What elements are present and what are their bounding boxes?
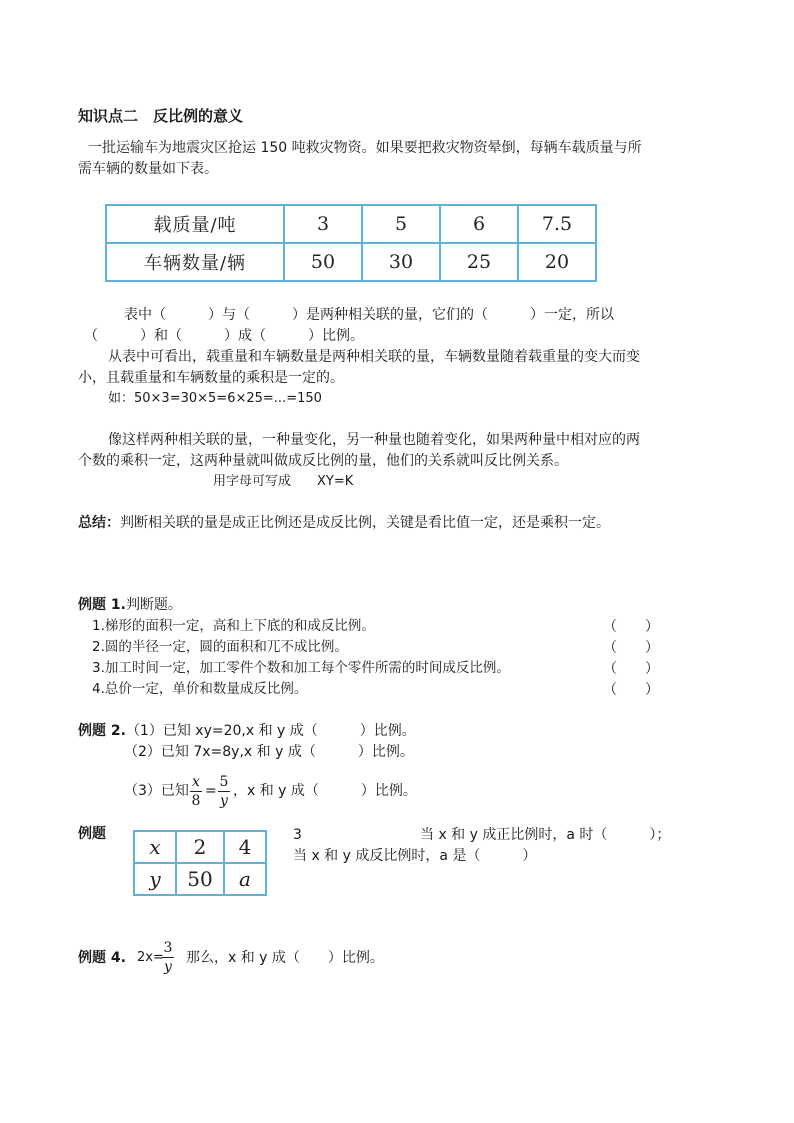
table-cell: 25	[440, 243, 518, 281]
explain-line-1: 从表中可看出，载重量和车辆数量是两种相关联的量，车辆数量随着载重量的变大而变	[108, 349, 640, 365]
table-row	[106, 243, 596, 281]
fraction-3-over-y	[162, 941, 174, 974]
answer-bracket[interactable]: （ ）	[603, 682, 659, 698]
table-header-cell: 车辆数量/辆	[106, 243, 284, 281]
load-vehicle-table	[105, 204, 597, 282]
intro-line-2: 需车辆的数量如下表。	[78, 161, 218, 177]
fraction-numerator: 5	[219, 774, 229, 790]
fraction-numerator: x	[192, 774, 200, 790]
example-2-question-2: （2）已知 7x=8y,x 和 y 成（ ）比例。	[124, 744, 414, 760]
example-4-post: 那么，x 和 y 成（ ）比例。	[186, 950, 384, 966]
explain-line-2: 小，且载重量和车辆数量的乘积是一定的。	[78, 370, 344, 386]
xy-table	[133, 830, 267, 896]
equals-sign: =	[205, 783, 217, 799]
table-cell: 5	[362, 205, 440, 243]
fraction-denominator: y	[220, 793, 228, 809]
example-3-question-2: 当 x 和 y 成反比例时，a 是（ ）	[293, 848, 537, 864]
table-cell: x	[134, 831, 176, 863]
example-3-question-1: 当 x 和 y 成正比例时，a 时（ ）；	[420, 827, 671, 843]
definition-line-1: 像这样两种相关联的量，一种量变化，另一种量也随着变化，如果两种量中相对应的两	[108, 432, 640, 448]
table-cell: 4	[224, 831, 266, 863]
fraction-denominator: 8	[191, 793, 201, 809]
answer-bracket[interactable]: （ ）	[603, 640, 659, 656]
fill-line-2: （ ）和（ ）成（ ）比例。	[84, 328, 364, 344]
example-4-pre: 2x=	[137, 950, 164, 965]
example-1-item: 2.圆的半径一定，圆的面积和兀不成比例。	[92, 639, 348, 655]
example-2-q3-post: ，x 和 y 成（ ）比例。	[233, 783, 417, 799]
fill-line-1: 表中（ ）与（ ）是两种相关联的量，它们的（ ）一定，所以	[124, 307, 614, 323]
summary-text: 判断相关联的量是成正比例还是成反比例，关键是看比值一定，还是乘积一定。	[120, 515, 610, 531]
example-1-label: 例题 1.	[78, 597, 126, 613]
table-cell: 6	[440, 205, 518, 243]
table-cell: a	[224, 863, 266, 895]
definition-line-2: 个数的乘积一定，这两种量就叫做成反比例的量，他们的关系就叫反比例关系。	[78, 453, 568, 469]
table-row	[134, 863, 266, 895]
example-1-item: 4.总价一定，单价和数量成反比例。	[92, 681, 308, 697]
example-3-number: 3	[293, 827, 302, 843]
example-2-row-1	[78, 724, 416, 738]
table-cell: 7.5	[518, 205, 596, 243]
fraction-x-over-8	[190, 775, 202, 808]
table-cell: 2	[176, 831, 224, 863]
example-2-q3-pre: （3）已知	[124, 783, 189, 799]
answer-bracket[interactable]: （ ）	[603, 619, 659, 635]
example-4-label: 例题 4.	[78, 950, 126, 966]
table-cell: 30	[362, 243, 440, 281]
fraction-bar	[218, 791, 230, 792]
summary-label: 总结：	[78, 515, 120, 531]
example-1-item: 1.梯形的面积一定，高和上下底的和成反比例。	[92, 618, 375, 634]
fraction-bar	[162, 957, 174, 958]
definition-formula: 用字母可写成 XY=K	[213, 474, 354, 489]
section-title: 知识点二 反比例的意义	[78, 107, 244, 125]
table-cell: 20	[518, 243, 596, 281]
summary	[78, 516, 610, 530]
answer-bracket[interactable]: （ ）	[603, 661, 659, 677]
table-header-cell: 载质量/吨	[106, 205, 284, 243]
fraction-bar	[190, 791, 202, 792]
example-3-label: 例题	[78, 826, 106, 842]
example-2-label: 例题 2.	[78, 723, 126, 739]
table-cell: 50	[176, 863, 224, 895]
example-1-item: 3.加工时间一定，加工零件个数和加工每个零件所需的时间成反比例。	[92, 660, 510, 676]
fraction-denominator: y	[164, 959, 172, 975]
example-1-title: 判断题。	[125, 597, 182, 613]
fraction-numerator: 3	[163, 940, 173, 956]
intro-line-1: 一批运输车为地震灾区抢运 150 吨救灾物资。如果要把救灾物资晕倒，每辆车载质量与所	[88, 140, 642, 156]
table-cell: 3	[284, 205, 362, 243]
table-cell: y	[134, 863, 176, 895]
example-2-question-1: （1）已知 xy=20,x 和 y 成（ ）比例。	[125, 723, 416, 739]
fraction-5-over-y	[218, 775, 230, 808]
table-row	[134, 831, 266, 863]
example-1-heading	[78, 598, 182, 612]
explain-line-3: 如：50×3=30×5=6×25=...=150	[108, 391, 322, 406]
table-cell: 50	[284, 243, 362, 281]
table-row	[106, 205, 596, 243]
